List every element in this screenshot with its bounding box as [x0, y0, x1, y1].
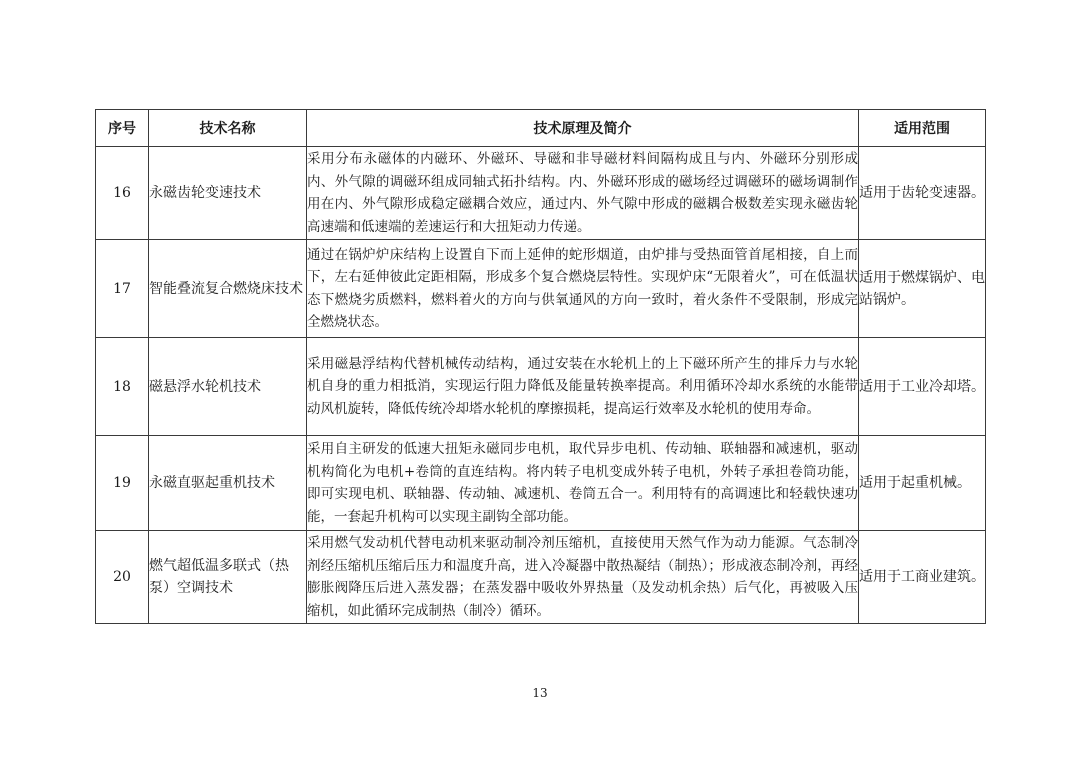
row-serial-number: 18 [96, 338, 149, 436]
header-serial-number: 序号 [96, 110, 149, 147]
row-applicable-scope: 适用于工商业建筑。 [859, 531, 986, 624]
table-header-row [96, 110, 986, 147]
row-serial-number: 20 [96, 531, 149, 624]
row-technology-name: 燃气超低温多联式（热泵）空调技术 [149, 531, 307, 624]
row-serial-number: 17 [96, 240, 149, 338]
row-technology-name: 磁悬浮水轮机技术 [149, 338, 307, 436]
row-technology-description: 采用磁悬浮结构代替机械传动结构，通过安装在水轮机上的上下磁环所产生的排斥力与水轮机自身的重力相抵消，实现运行阻力降低及能量转换率提高。利用循环冷却水系统的水能带动风机旋转，降低传统冷却塔水轮机的摩擦损耗，提高运行效率及水轮机的使用寿命。 [307, 338, 859, 436]
row-applicable-scope: 适用于起重机械。 [859, 436, 986, 531]
table-row [96, 531, 986, 624]
table-row [96, 147, 986, 240]
row-applicable-scope: 适用于工业冷却塔。 [859, 338, 986, 436]
row-technology-description: 采用燃气发动机代替电动机来驱动制冷剂压缩机，直接使用天然气作为动力能源。气态制冷剂经压缩机压缩后压力和温度升高，进入冷凝器中散热凝结（制热）；形成液态制冷剂，再经膨胀阀降压后进入蒸发器；在蒸发器中吸收外界热量（及发动机余热）后气化，再被吸入压缩机，如此循环完成制热（制冷）循环。 [307, 531, 859, 624]
table-row [96, 240, 986, 338]
header-technology-name: 技术名称 [149, 110, 307, 147]
row-technology-description: 采用分布永磁体的内磁环、外磁环、导磁和非导磁材料间隔构成且与内、外磁环分别形成内、外气隙的调磁环组成同轴式拓扑结构。内、外磁环形成的磁场经过调磁环的磁场调制作用在内、外气隙形成稳定磁耦合效应，通过内、外气隙中形成的磁耦合极数差实现永磁齿轮高速端和低速端的差速运行和大扭矩动力传递。 [307, 147, 859, 240]
page-number: 13 [532, 686, 548, 700]
row-technology-description: 通过在锅炉炉床结构上设置自下而上延伸的蛇形烟道，由炉排与受热面管首尾相接，自上而下，左右延伸彼此定距相隔，形成多个复合燃烧层特性。实现炉床“无限着火”，可在低温状态下燃烧劣质燃料，燃料着火的方向与供氧通风的方向一致时，着火条件不受限制，形成完全燃烧状态。 [307, 240, 859, 338]
row-technology-name: 永磁齿轮变速技术 [149, 147, 307, 240]
row-serial-number: 16 [96, 147, 149, 240]
row-technology-name: 智能叠流复合燃烧床技术 [149, 240, 307, 338]
table-row [96, 338, 986, 436]
row-technology-name: 永磁直驱起重机技术 [149, 436, 307, 531]
row-serial-number: 19 [96, 436, 149, 531]
row-technology-description: 采用自主研发的低速大扭矩永磁同步电机，取代异步电机、传动轴、联轴器和减速机，驱动机构简化为电机+卷筒的直连结构。将内转子电机变成外转子电机，外转子承担卷筒功能，即可实现电机、联轴器、传动轴、减速机、卷筒五合一。利用特有的高调速比和轻载快速功能，一套起升机构可以实现主副钩全部功能。 [307, 436, 859, 531]
row-applicable-scope: 适用于齿轮变速器。 [859, 147, 986, 240]
technology-table [95, 109, 986, 624]
table-row [96, 436, 986, 531]
header-technology-principle: 技术原理及简介 [307, 110, 859, 147]
header-applicable-scope: 适用范围 [859, 110, 986, 147]
row-applicable-scope: 适用于燃煤锅炉、电站锅炉。 [859, 240, 986, 338]
